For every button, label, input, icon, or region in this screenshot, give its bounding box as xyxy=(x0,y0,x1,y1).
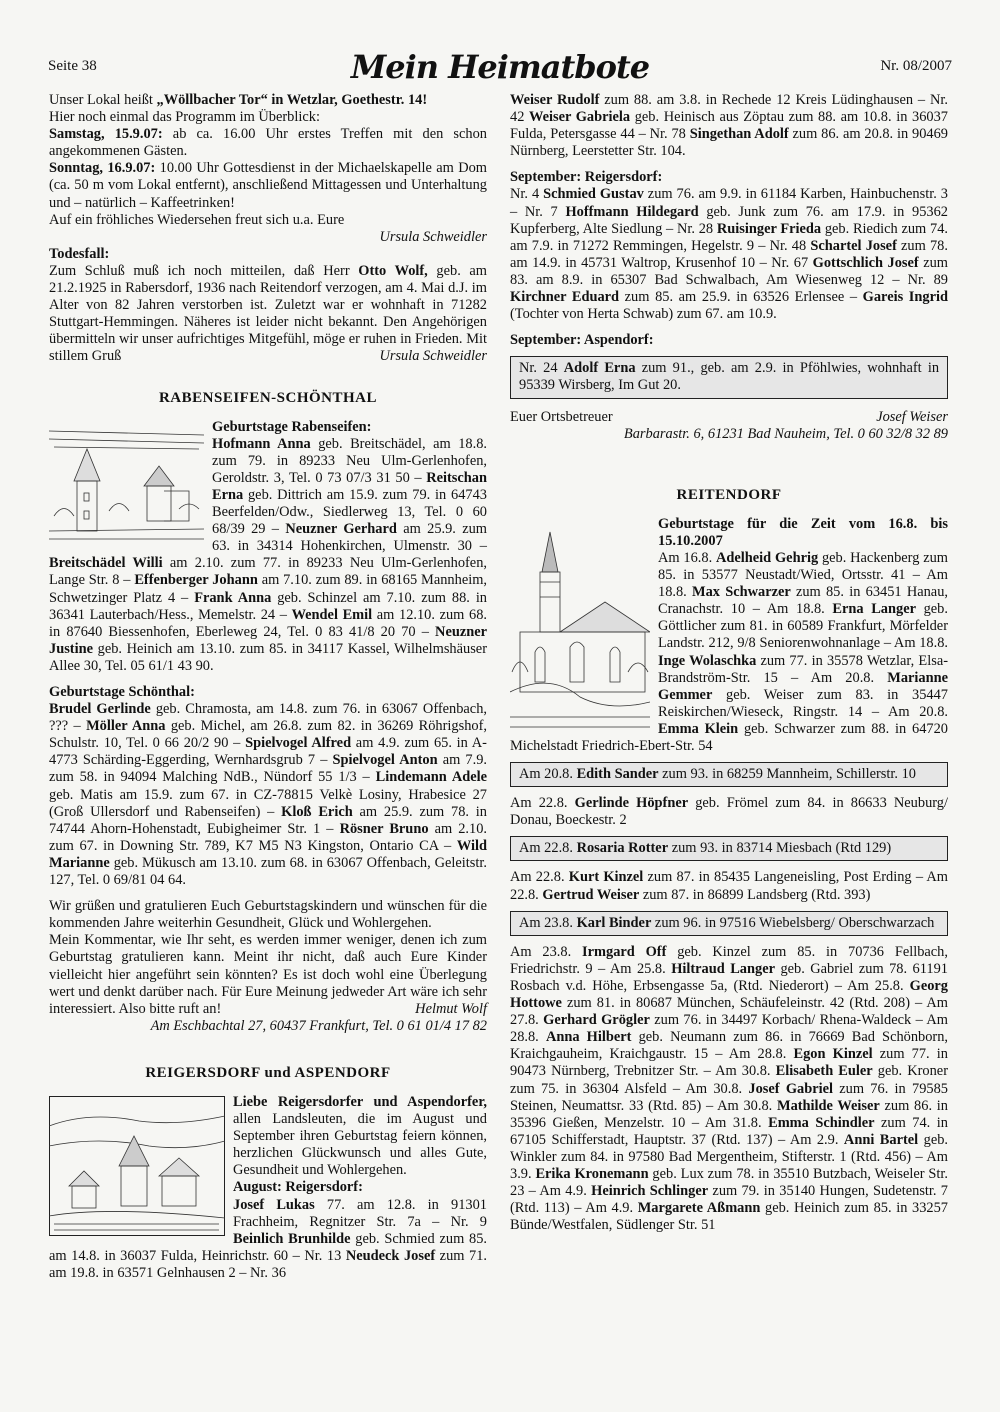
text: geb. Göttlicher zum 81. in 60589 Frankfurt, Mörfelder Landstr. 212, 9/8 Seniorenwohnanlage – Am 18.8. xyxy=(658,601,948,652)
text: zum 86. am 20.8. in 90469 Nürnberg, Leerstetter Str. 104. xyxy=(510,126,948,160)
highlight-box xyxy=(510,356,948,398)
text: zum 85. in 63451 Hanau, Cranachstr. 10 – Am 18.8. xyxy=(658,584,948,618)
name: Schmied Gustav xyxy=(543,186,644,203)
name: Reitschan Erna xyxy=(212,469,487,503)
text: am 2.10. zum 67. in Downing Str. 789, K7 M5 N3 Kingston, Ontario CA – xyxy=(49,820,487,854)
subsection-title: Geburtstage Rabenseifen: xyxy=(212,418,372,435)
name: Weiser Gabriela xyxy=(529,109,631,126)
name: Egon Kinzel xyxy=(793,1046,873,1063)
name: Effenberger Johann xyxy=(134,572,258,589)
text: (Tochter von Herta Schwab) zum 67. am 10.9. xyxy=(510,306,777,323)
name: Adelheid Gehrig xyxy=(716,549,819,566)
name: Hiltraud Langer xyxy=(671,960,775,977)
text: geb. am 21.2.1925 in Rabersdorf, 1936 nach Reitendorf verzogen, am 4. Mai d.J. im Alter von 82 Jahren verstorben ist. Zuletzt war er wohnhaft in 71282 Stuttgart-Hemmingen. Näheres ist leider nicht bekannt. Den Angehörigen übermitteln wir unser aufrichtiges Mitgefühl, möge er ruhen in Frieden. Mit stillem Gruß xyxy=(49,262,488,365)
text: am 12.10. zum 68. in 87640 Biessenhofen, Eberleweg 24, Tel. 0 83 41/8 20 70 – xyxy=(49,606,487,640)
right-column xyxy=(510,92,948,1234)
text: geb. Riedich zum 74. am 7.9. in 71272 Remmingen, Hegelstr. 9 – Nr. 48 xyxy=(510,220,948,254)
text: geb. Breitschädel, am 18.8. zum 79. in 89233 Neu Ulm-Gerlenhofen, Geroldstr. 3, Tel. 0 73 07/3 31 50 – xyxy=(212,435,487,486)
text: Am 23.8. xyxy=(519,914,577,931)
text: zum 86. in 35396 Gießen, Menzelstr. 10 – Am 31.8. xyxy=(510,1097,948,1131)
text: zum 96. in 97516 Wiebelsberg/ Oberschwarzach xyxy=(651,914,935,931)
text: geb. Matis am 15.9. zum 67. in CZ-78815 Velkè Losiny, Hrabesice 27 (Groß Ullersdorf und Rabenseifen) – xyxy=(49,786,487,820)
masthead-logo: Mein Heimatbote xyxy=(350,48,650,86)
birthday-list xyxy=(510,944,948,1235)
text: 10.00 Uhr Gottesdienst in der Michaelskapelle am Dom (ca. 50 m vom Lokal entfernt), anschließend Mittagessen und Unterhaltung und – natürlich – Kaffeetrinken! xyxy=(49,160,487,211)
text: Am 22.8. xyxy=(510,795,575,812)
name: Heinrich Schlinger xyxy=(591,1183,709,1200)
name: Gottschlich Josef xyxy=(812,254,919,271)
text: geb. Schmied zum 85. am 14.8. in 36037 Fulda, Heinrichstr. 60 – Nr. 13 xyxy=(49,1230,487,1264)
date-label: Samstag, 15.9.07: xyxy=(49,126,163,143)
text: zum 85. am 25.9. in 63526 Erlensee – xyxy=(619,289,863,306)
name: Otto Wolf, xyxy=(358,262,428,279)
august-continued xyxy=(510,92,948,160)
text: geb. Junk zum 76. am 17.9. in 95362 Kupferberg, Alte Siedlung – Nr. 28 xyxy=(510,203,949,237)
caretaker-line xyxy=(510,409,948,426)
name: Josef Lukas xyxy=(233,1196,315,1213)
signature: Ursula Schweidler xyxy=(379,228,487,245)
left-column xyxy=(49,92,487,1282)
signature: Helmut Wolf xyxy=(415,1000,487,1017)
section-title-reigersdorf: REIGERSDORF und ASPENDORF xyxy=(145,1064,391,1081)
text: Euer Ortsbetreuer xyxy=(510,408,613,425)
name: Karl Binder xyxy=(576,914,652,931)
name: Neuzner Gerhard xyxy=(285,521,397,538)
text: geb. Kinzel zum 85. in 70736 Fellbach, Friedrichstr. 9 – Am 25.8. xyxy=(510,943,948,977)
text: geb. Kroner zum 75. in 36304 Alsfeld – Am 30.8. xyxy=(510,1063,948,1097)
comment-paragraph xyxy=(49,932,487,1017)
name: Irmgard Off xyxy=(582,943,667,960)
text: Nr. 24 xyxy=(519,360,564,377)
text: zum 77. in 90473 Nürnberg, Trebnitzer Str. – Am 30.8. xyxy=(510,1046,948,1080)
text: am 2.10. zum 77. in 89233 Neu Ulm-Gerlenhofen, Lange Str. 8 – xyxy=(49,555,487,589)
name: Neudeck Josef xyxy=(345,1247,436,1264)
text: zum 76. in 79585 Steinen, Neumattsr. 33 (Rtd. 85) – Am 30.8. xyxy=(510,1080,948,1114)
name: Margarete Aßmann xyxy=(637,1200,761,1217)
text: Zum Schluß muß ich noch mitteilen, daß Herr xyxy=(49,262,359,279)
name: Kloß Erich xyxy=(281,803,353,820)
text: Mein Kommentar, wie Ihr seht, es werden immer weniger, denen ich zum Geburtstag gratulieren kann. Meint ihr nicht, daß auch Eure Kinder vielleicht hier angeführt sein könnten? Es ist doch wohl eine Überlegung wert und denkt darüber nach. Für Eure Meinung jedweder Art wäre ich sehr interessiert. Also bitte ruft an! xyxy=(49,932,487,1017)
page-number: Seite 38 xyxy=(48,58,97,74)
text: Am 23.8. xyxy=(510,943,583,960)
name: Josef Gabriel xyxy=(748,1080,833,1097)
name: Gerhard Grögler xyxy=(543,1012,650,1029)
text: geb. Winkler zum 84. in 97580 Bad Mergentheim, Stifterstr. 1 (Rtd. 456) – Am 3.9. xyxy=(510,1131,948,1182)
highlight-box xyxy=(510,911,948,936)
name: Spielvogel Alfred xyxy=(245,735,352,752)
text: geb. Heinich am 13.10. zum 85. in 34117 Kassel, Wilhelmshäuser Allee 30, Tel. 05 61/1 43 90. xyxy=(49,640,487,674)
name: Frank Anna xyxy=(194,589,272,606)
name: Kirchner Eduard xyxy=(510,289,620,306)
text: Am 16.8. xyxy=(658,549,716,566)
rabenseifen-birthdays xyxy=(49,419,487,675)
text: am 7.10. zum 89. in 68165 Mannheim, Schwetzinger Platz 4 – xyxy=(49,572,487,606)
text: geb. Schwarzer zum 88. in 64720 Michelstadt Friedrich-Ebert-Str. 54 xyxy=(510,720,948,754)
name: Wild Marianne xyxy=(49,837,487,871)
september-reigersdorf xyxy=(510,186,948,323)
venue-name: „Wöllbacher Tor“ in Wetzlar, Goethestr. 14! xyxy=(156,92,428,108)
text: geb. Schinzel am 7.10. zum 88. in 36341 Lauterbach/Hess., Memelstr. 24 – xyxy=(49,589,488,623)
name: Weiser Rudolf xyxy=(510,92,600,108)
name: Brudel Gerlinde xyxy=(49,701,151,718)
name: Kurt Kinzel xyxy=(568,869,644,886)
name: Inge Wolaschka xyxy=(658,652,757,669)
text: Am 20.8. xyxy=(519,766,577,783)
text: geb. Neumann zum 86. in 76669 Bad Schönborn, Kraichgauheim, Kraichgaustr. 15 – Am 28.8. xyxy=(510,1029,949,1063)
text: zum 71. am 19.8. in 63571 Gelnhausen 2 – Nr. 36 xyxy=(49,1247,487,1281)
text: Nr. 4 xyxy=(510,186,544,203)
highlight-box xyxy=(510,762,948,787)
obituary-title: Todesfall: xyxy=(49,245,110,262)
name: Spielvogel Anton xyxy=(332,752,438,769)
text: am 4.9. zum 65. in A-4773 Schärding-Eggerding, Wernhardsgrub 7 – xyxy=(49,735,487,769)
caretaker-address: Barbarastr. 6, 61231 Bad Nauheim, Tel. 0 60 32/8 32 89 xyxy=(623,425,948,442)
text: zum 76. am 9.9. in 61184 Karben, Hainbuchenstr. 3 – Nr. 7 xyxy=(510,186,948,220)
name: Möller Anna xyxy=(86,718,166,735)
name: Rösner Bruno xyxy=(339,820,429,837)
intro-paragraph xyxy=(49,92,487,229)
name: Max Schwarzer xyxy=(692,584,791,601)
text: geb. Heinisch aus Zöptau zum 88. am 10.8. in 36037 Fulda, Petersgasse 44 – Nr. 78 xyxy=(510,109,948,143)
page-header xyxy=(48,48,952,88)
name: Marianne Gemmer xyxy=(658,669,948,703)
name: Wendel Emil xyxy=(291,606,373,623)
text: geb. Weiser zum 83. in 35447 Reiskirchen/Wieseck, Ringstr. 14 – Am 20.8. xyxy=(658,686,948,720)
text: geb. Frömel zum 84. in 86633 Neuburg/ Donau, Boeckestr. 2 xyxy=(510,795,948,829)
text: geb. Heinich zum 85. in 33257 Bünde/Westfalen, Südlenger Str. 51 xyxy=(510,1200,948,1234)
text: zum 74. in 67105 Schifferstadt, Hauptstr. 37 (Rtd. 137) – Am 2.9. xyxy=(510,1114,948,1148)
name: Erika Kronemann xyxy=(535,1165,649,1182)
signature: Ursula Schweidler xyxy=(379,348,487,365)
text: Auf ein fröhliches Wiedersehen freut sich u.a. Eure xyxy=(49,211,345,228)
name: Emma Schindler xyxy=(768,1114,875,1131)
name: Ruisinger Frieda xyxy=(716,220,822,237)
greeting-paragraph: Wir grüßen und gratulieren Euch Geburtstagskindern und wünschen für die kommenden Jahre weiterhin Gesundheit, Glück und Wohlergehen. xyxy=(49,898,487,932)
name: Schartel Josef xyxy=(810,237,897,254)
subsection-title: September: Reigersdorf: xyxy=(510,169,663,186)
name: Emma Klein xyxy=(658,720,739,737)
text: zum 78. am 14.9. in 45731 Waltrop, Krusenhof 10 – Nr. 67 xyxy=(510,237,948,271)
section-title-rabenseifen: RABENSEIFEN-SCHÖNTHAL xyxy=(158,389,378,406)
name: Beinlich Brunhilde xyxy=(233,1230,351,1247)
village-church-illustration xyxy=(49,421,204,543)
name: Gertrud Weiser xyxy=(542,886,640,903)
name: Lindemann Adele xyxy=(375,769,487,786)
reitendorf-birthdays xyxy=(510,516,948,755)
text: zum 81. in 80687 München, Schäufeleinstr. 42 (Rtd. 208) – Am 27.8. xyxy=(510,995,948,1029)
text: Am 22.8. xyxy=(510,869,569,886)
subsection-title-schoenthal: Geburtstage Schönthal: xyxy=(49,684,195,700)
text: geb. Gabriel zum 78. 61191 Rosbach v.d. Höhe, Erbsengasse 5a, (Rtd. Niederort) – Am 25.8. xyxy=(510,960,948,994)
text: am 25.9. zum 78. in 74744 Ahorn-Hohenstadt, Eubigheimer Str. 1 – xyxy=(49,803,487,837)
name: Anna Hilbert xyxy=(545,1029,632,1046)
text: zum 88. am 3.8. in Rechede 12 Kreis Lüdinghausen – Nr. 42 xyxy=(510,92,948,126)
text: zum 87. in 86899 Landsberg (Rtd. 393) xyxy=(639,886,871,903)
reigersdorf-text xyxy=(49,1094,487,1282)
name: Gareis Ingrid xyxy=(862,289,948,306)
date-label: Sonntag, 16.9.07: xyxy=(49,160,156,177)
text: zum 79. in 35140 Hungen, Sudetenstr. 7 (Rtd. 113) – Am 4.9. xyxy=(510,1183,948,1217)
text: zum 83. am 8.9. in 65307 Bad Schwalbach, Am Wiesenweg 12 – Nr. 89 xyxy=(510,254,948,288)
issue-number: Nr. 08/2007 xyxy=(880,58,952,74)
text: ab ca. 16.00 Uhr erstes Treffen mit den schon angekommenen Gästen. xyxy=(49,126,487,160)
text: 77. am 12.8. in 91301 Frachheim, Regnitzer Str. 7a – Nr. 9 xyxy=(233,1196,488,1230)
birthday-entry xyxy=(510,869,948,903)
text: geb. Lux zum 78. in 35510 Butzbach, Weiseler Str. 23 – Am 4.9. xyxy=(510,1165,948,1200)
text: geb. Mükusch am 13.10. zum 68. in 63067 Offenbach, Geleitstr. 127, Tel. 0 69/81 04 64. xyxy=(49,854,487,889)
name: Adolf Erna xyxy=(563,360,636,377)
text: zum 93. in 83714 Miesbach (Rtd 129) xyxy=(668,840,892,857)
birthday-entry xyxy=(510,795,948,829)
subsection-title: Geburtstage für die Zeit vom 16.8. bis 15.10.2007 xyxy=(658,515,948,549)
text: am 25.9. zum 63. in 34314 Hohenkirchen, Ulmenstr. 30 – xyxy=(212,521,488,555)
name: Singethan Adolf xyxy=(689,126,789,143)
name: Mathilde Weiser xyxy=(776,1097,880,1114)
text: am 7.9. zum 58. in 94094 Malching NdB., Nündorf 55 1/3 – xyxy=(49,752,487,786)
name: Rosaria Rotter xyxy=(576,840,669,857)
section-title-reitendorf: REITENDORF xyxy=(676,486,782,503)
comment-address: Am Eschbachtal 27, 60437 Frankfurt, Tel. 0 61 01/4 17 82 xyxy=(150,1017,487,1034)
text: Unser Lokal heißt xyxy=(49,92,157,108)
text: geb. Dittrich am 15.9. zum 79. in 64743 Beerfelden/Odw., Siedlerweg 13, Tel. 0 60 68/39 29 – xyxy=(212,486,487,538)
text: allen Landsleuten, die im August und September ihren Geburtstag feiern können, herzlichen Glückwunsch und alles Gute, Gesundheit und Wohlergehen. xyxy=(233,1111,487,1179)
text: zum 87. in 85435 Langeneisling, Post Erding – Am 22.8. xyxy=(510,869,948,903)
text: zum 91., geb. am 2.9. in Pföhlwies, wohnhaft in 95339 Wirsberg, Im Gut 20. xyxy=(519,360,940,394)
greeting-title: Liebe Reigersdorfer und Aspendorfer, xyxy=(233,1093,487,1110)
name: Erna Langer xyxy=(832,601,916,618)
text: Hier noch einmal das Programm im Überblick: xyxy=(49,109,320,126)
caretaker-name: Josef Weiser xyxy=(876,408,948,425)
name: Georg Hottowe xyxy=(510,977,948,1012)
name: Anni Bartel xyxy=(843,1131,919,1148)
text: Am 22.8. xyxy=(519,840,577,857)
subsection-title: August: Reigersdorf: xyxy=(233,1179,363,1196)
name: Hofmann Anna xyxy=(212,435,311,452)
text: zum 93. in 68259 Mannheim, Schillerstr. 10 xyxy=(658,766,916,783)
text: geb. Hackenberg zum 85. in 53577 Neustadt/Wied, Ortsstr. 41 – Am 18.8. xyxy=(658,549,948,601)
name: Gerlinde Höpfner xyxy=(574,795,689,812)
obituary-text xyxy=(49,263,487,366)
village-landscape-illustration xyxy=(49,1096,225,1236)
subsection-title: September: Aspendorf: xyxy=(510,332,654,349)
church-illustration xyxy=(510,522,650,737)
name: Elisabeth Euler xyxy=(775,1063,873,1080)
name: Breitschädel Willi xyxy=(49,555,163,572)
highlight-box xyxy=(510,836,948,861)
name: Hoffmann Hildegard xyxy=(565,203,699,220)
text: zum 76. in 34497 Korbach/ Rhena-Waldeck – Am 28.8. xyxy=(510,1012,948,1046)
schoenthal-birthdays xyxy=(49,701,487,889)
text: geb. Chramosta, am 14.8. zum 76. in 63067 Offenbach, ??? – xyxy=(49,701,487,735)
name: Edith Sander xyxy=(576,766,659,783)
name: Neuzner Justine xyxy=(49,623,487,657)
text: geb. Michel, am 26.8. zum 82. in 36269 Röhrigshof, Schulstr. 10, Tel. 0 66 20/2 90 – xyxy=(49,718,487,752)
text: zum 77. in 35578 Wetzlar, Elsa-Brandström-Str. 15 – Am 20.8. xyxy=(658,652,948,686)
